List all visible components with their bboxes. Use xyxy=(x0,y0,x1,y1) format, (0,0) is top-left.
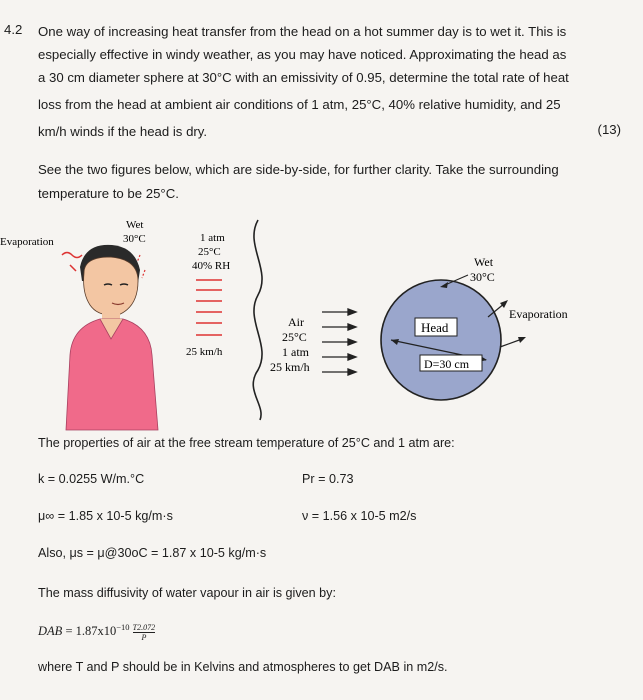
question-line-3: a 30 cm diameter sphere at 30°C with an emissivity of 0.95, determine the total rate of heat xyxy=(38,70,569,85)
prop-pr: Pr = 0.73 xyxy=(302,472,354,486)
units-note: where T and P should be in Kelvins and atmospheres to get DAB in m2/s. xyxy=(38,660,448,674)
person-figure xyxy=(66,245,158,430)
note-line-2: temperature to be 25°C. xyxy=(38,186,179,201)
evap-arrow-lower xyxy=(500,339,522,347)
left-wet-temp: 30°C xyxy=(123,233,146,245)
left-pressure-label: 1 atm xyxy=(200,232,225,244)
figure-divider xyxy=(253,220,262,420)
diffusivity-formula xyxy=(38,622,155,642)
figure-illustration xyxy=(0,215,643,435)
left-evaporation-label: Evaporation xyxy=(0,236,54,248)
right-pressure-label: 1 atm xyxy=(282,345,309,359)
right-wind-label: 25 km/h xyxy=(270,360,310,374)
formula-denominator: P xyxy=(141,632,147,642)
note-line-1: See the two figures below, which are side-by-side, for further clarity. Take the surrounding xyxy=(38,162,559,177)
question-line-5: km/h winds if the head is dry. xyxy=(38,124,208,139)
diffusivity-intro: The mass diffusivity of water vapour in air is given by: xyxy=(38,586,336,600)
left-wet-label: Wet xyxy=(126,219,144,231)
evaporation-arrows xyxy=(62,253,82,272)
question-marks: (13) xyxy=(597,122,621,137)
diameter-label: D=30 cm xyxy=(424,357,470,371)
formula-rhs: = 1.87x10 xyxy=(65,624,117,639)
prop-k: k = 0.0255 W/m.°C xyxy=(38,472,145,486)
left-wind-label: 25 km/h xyxy=(186,346,223,358)
head-label: Head xyxy=(421,320,449,335)
formula-lhs: DAB xyxy=(38,624,63,639)
prop-mu-s: Also, μs = μ@30oC = 1.87 x 10-5 kg/m·s xyxy=(38,546,267,560)
formula-fraction xyxy=(133,623,155,642)
right-evaporation-label: Evaporation xyxy=(509,307,568,321)
right-air-temp-label: 25°C xyxy=(282,330,307,344)
right-wind-arrows xyxy=(322,309,356,375)
question-line-4: loss from the head at ambient air conditions of 1 atm, 25°C, 40% relative humidity, and 25 xyxy=(38,97,561,112)
right-wet-temp: 30°C xyxy=(470,270,495,284)
question-line-1: One way of increasing heat transfer from the head on a hot summer day is to wet it. This is xyxy=(38,24,567,39)
left-wind-lines xyxy=(196,280,222,335)
question-line-2: especially effective in windy weather, as you may have noticed. Approximating the head as xyxy=(38,47,567,62)
left-air-temp-label: 25°C xyxy=(198,246,221,258)
right-wet-label: Wet xyxy=(474,255,494,269)
question-number: 4.2 xyxy=(4,22,23,37)
formula-exponent: −10 xyxy=(116,622,130,632)
right-air-label: Air xyxy=(288,315,304,329)
formula-numerator: T2.072 xyxy=(132,622,156,632)
prop-mu-inf: μ∞ = 1.85 x 10-5 kg/m·s xyxy=(38,509,173,523)
properties-intro: The properties of air at the free stream temperature of 25°C and 1 atm are: xyxy=(38,436,455,450)
prop-nu: ν = 1.56 x 10-5 m2/s xyxy=(302,509,417,523)
head-sphere xyxy=(381,280,501,400)
left-humidity-label: 40% RH xyxy=(192,260,231,272)
